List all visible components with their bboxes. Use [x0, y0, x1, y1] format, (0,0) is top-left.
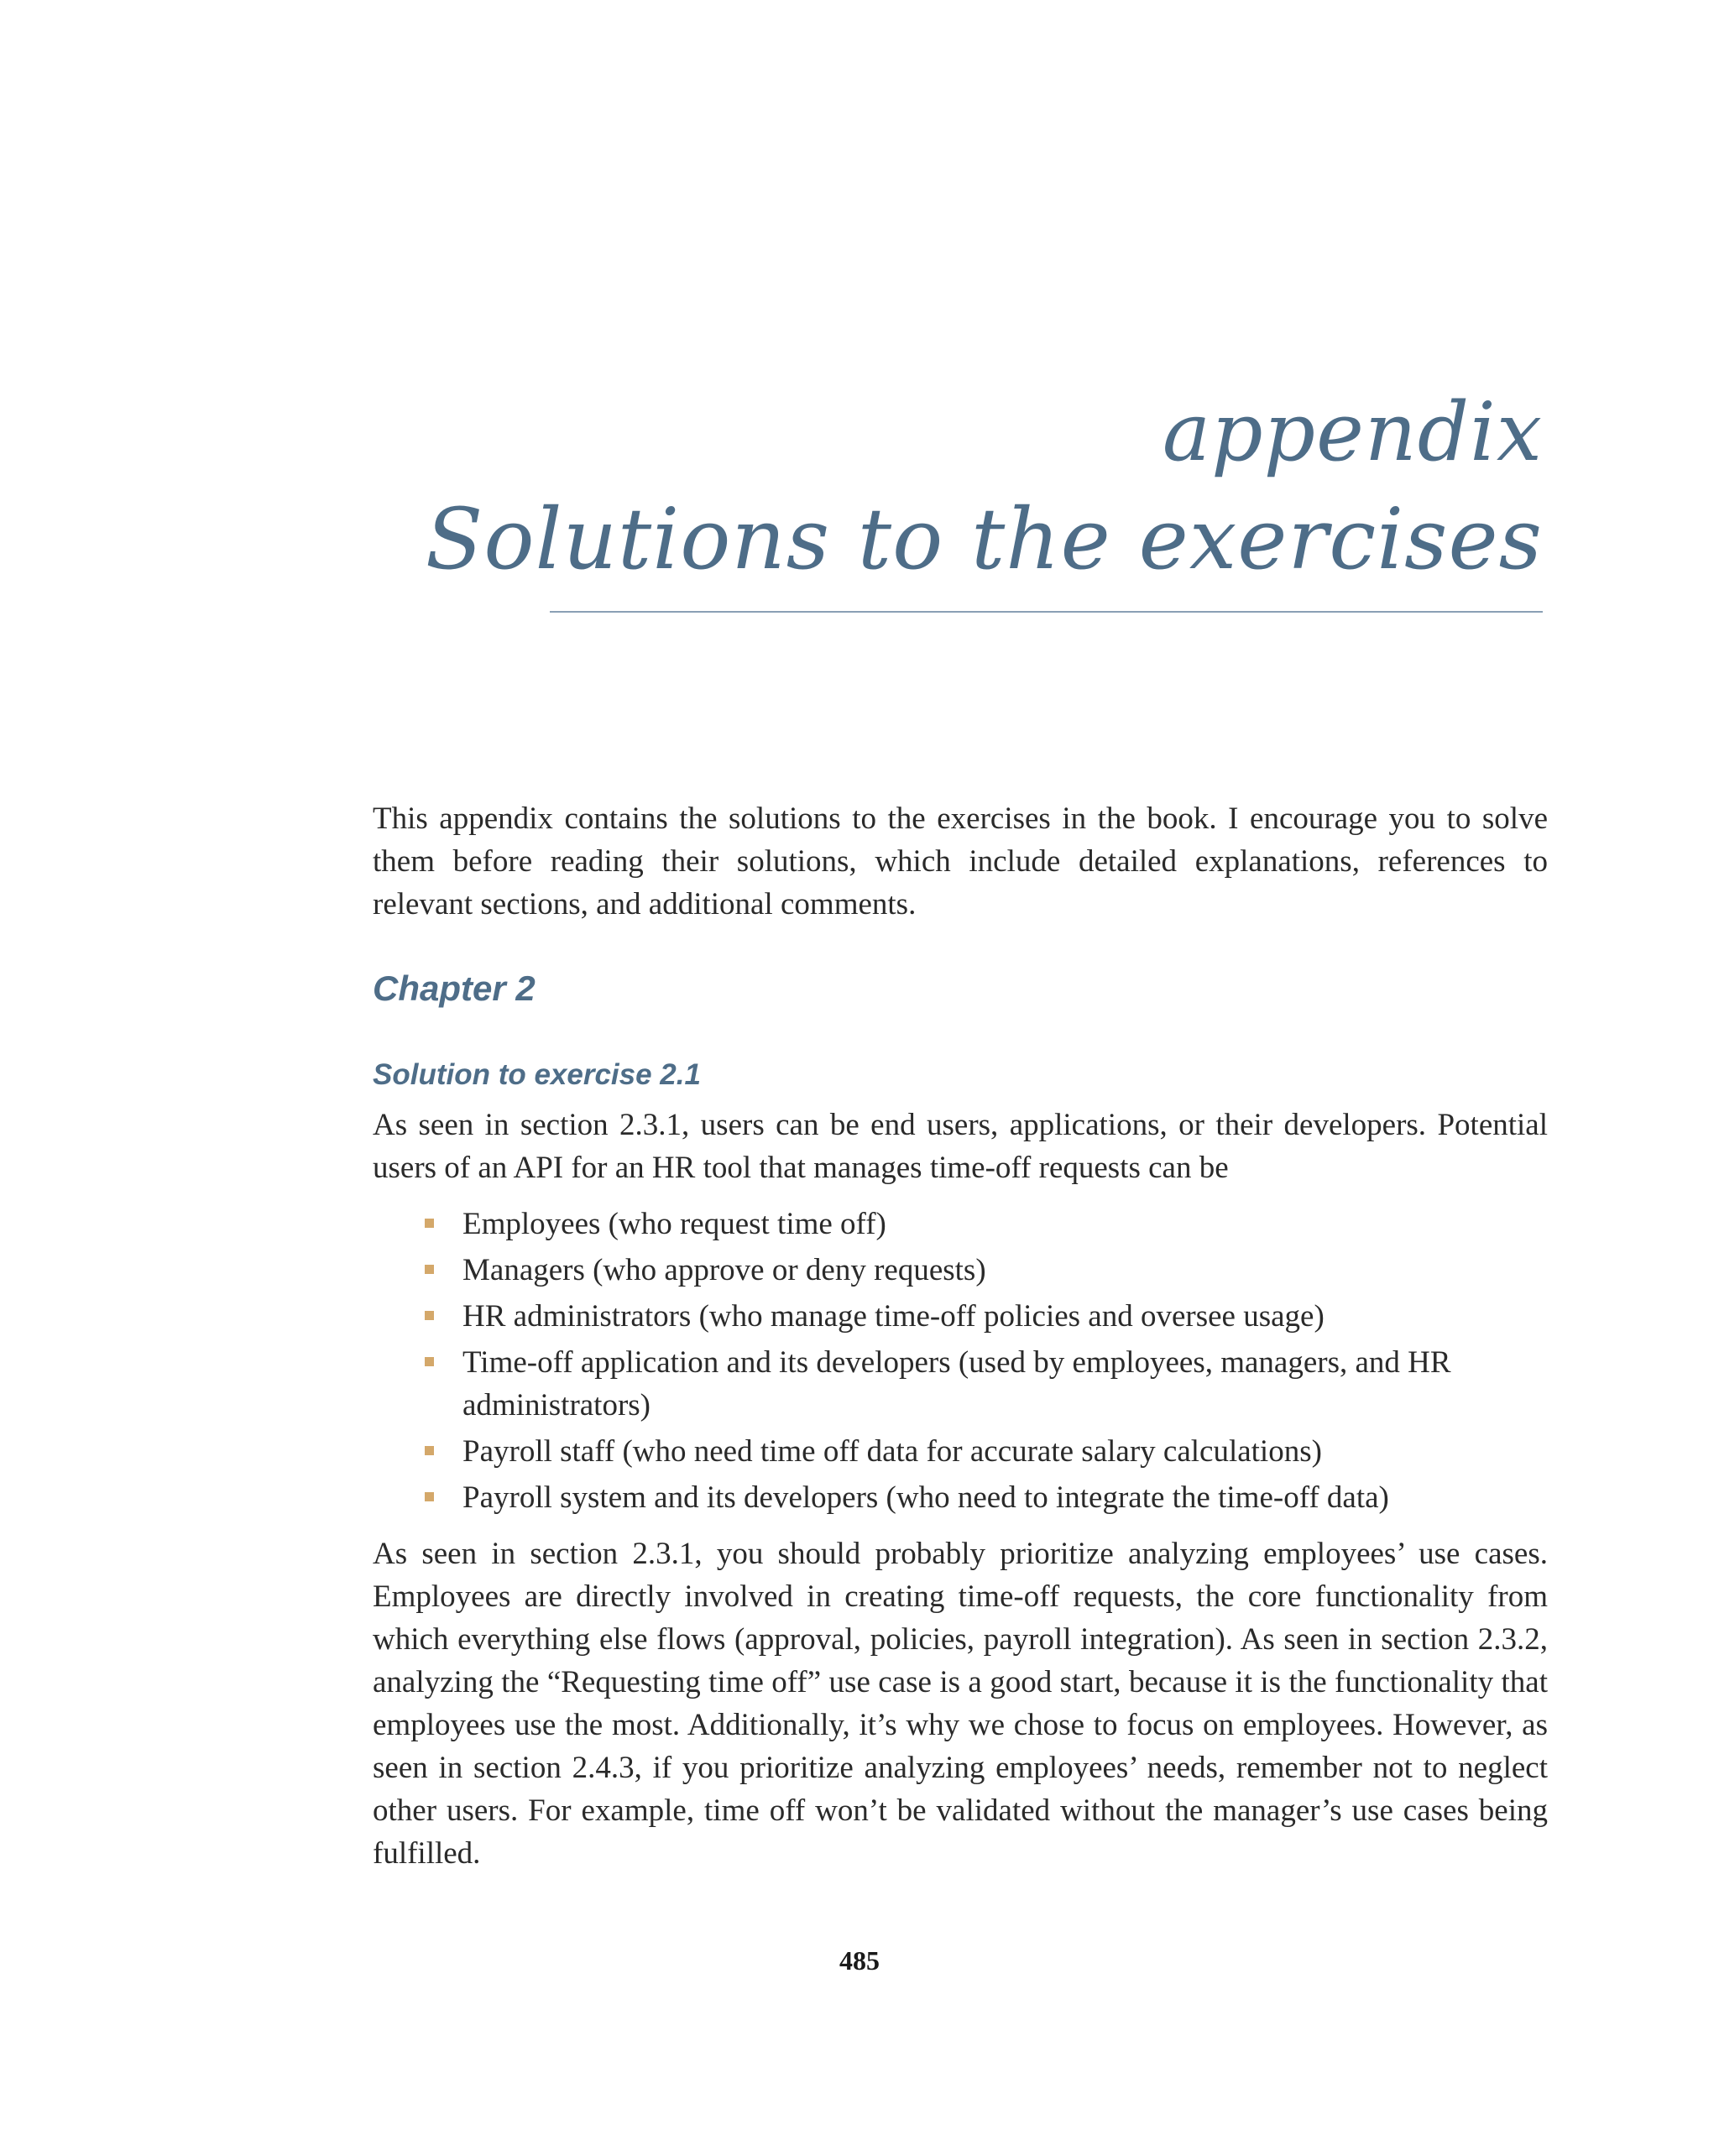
section-heading: Solution to exercise 2.1	[373, 1058, 701, 1091]
appendix-kicker: appendix	[1162, 385, 1543, 479]
bullet-square-icon	[425, 1446, 434, 1455]
list-item	[373, 1430, 1548, 1473]
list-item-text: Payroll staff (who need time off data for accurate salary calculations)	[462, 1434, 1322, 1469]
page-number: 485	[839, 1945, 880, 1976]
list-item-text: Time-off application and its developers (used by employees, managers, and HR administrators)	[462, 1345, 1451, 1423]
list-item-text: Payroll system and its developers (who need to integrate the time-off data)	[462, 1480, 1389, 1515]
appendix-title: Solutions to the exercises	[425, 490, 1543, 588]
section-lead-paragraph: As seen in section 2.3.1, users can be end users, applications, or their developers. Potential users of an API for an HR tool that manages time-off requests can be	[373, 1108, 1548, 1185]
appendix-heading	[426, 386, 1543, 594]
intro-paragraph: This appendix contains the solutions to the exercises in the book. I encourage you to solve them before reading their solutions, which include detailed explanations, references to relevant sections, and additional comments.	[373, 801, 1548, 921]
heading-divider	[550, 611, 1543, 613]
user-bullet-list	[373, 1203, 1548, 1519]
bullet-square-icon	[425, 1265, 434, 1274]
list-item	[373, 1203, 1548, 1245]
list-item	[373, 1476, 1548, 1519]
list-item-text: Employees (who request time off)	[462, 1207, 886, 1241]
list-item-text: Managers (who approve or deny requests)	[462, 1253, 986, 1287]
list-item-text: HR administrators (who manage time-off policies and oversee usage)	[462, 1299, 1325, 1334]
list-item	[373, 1341, 1548, 1427]
list-item	[373, 1295, 1548, 1338]
chapter-heading: Chapter 2	[373, 968, 536, 1008]
bullet-square-icon	[425, 1311, 434, 1320]
section-closing-paragraph: As seen in section 2.3.1, you should probably prioritize analyzing employees’ use cases. Employees are directly involved in creating time-off requests, the core functionality from which everything else flows (approval, policies, payroll integration). As seen in section 2.3.2, analyzing the “Requesting time off” use case is a good start, because it is the functionality that employees use the most. Additionally, it’s why we chose to focus on employees. However, as seen in section 2.4.3, if you prioritize analyzing employees’ needs, remember not to neglect other users. For example, time off won’t be validated without the manager’s use cases being fulfilled.	[373, 1537, 1548, 1871]
bullet-square-icon	[425, 1357, 434, 1366]
bullet-square-icon	[425, 1492, 434, 1501]
bullet-square-icon	[425, 1219, 434, 1228]
page-body	[373, 797, 1548, 1875]
list-item	[373, 1249, 1548, 1292]
